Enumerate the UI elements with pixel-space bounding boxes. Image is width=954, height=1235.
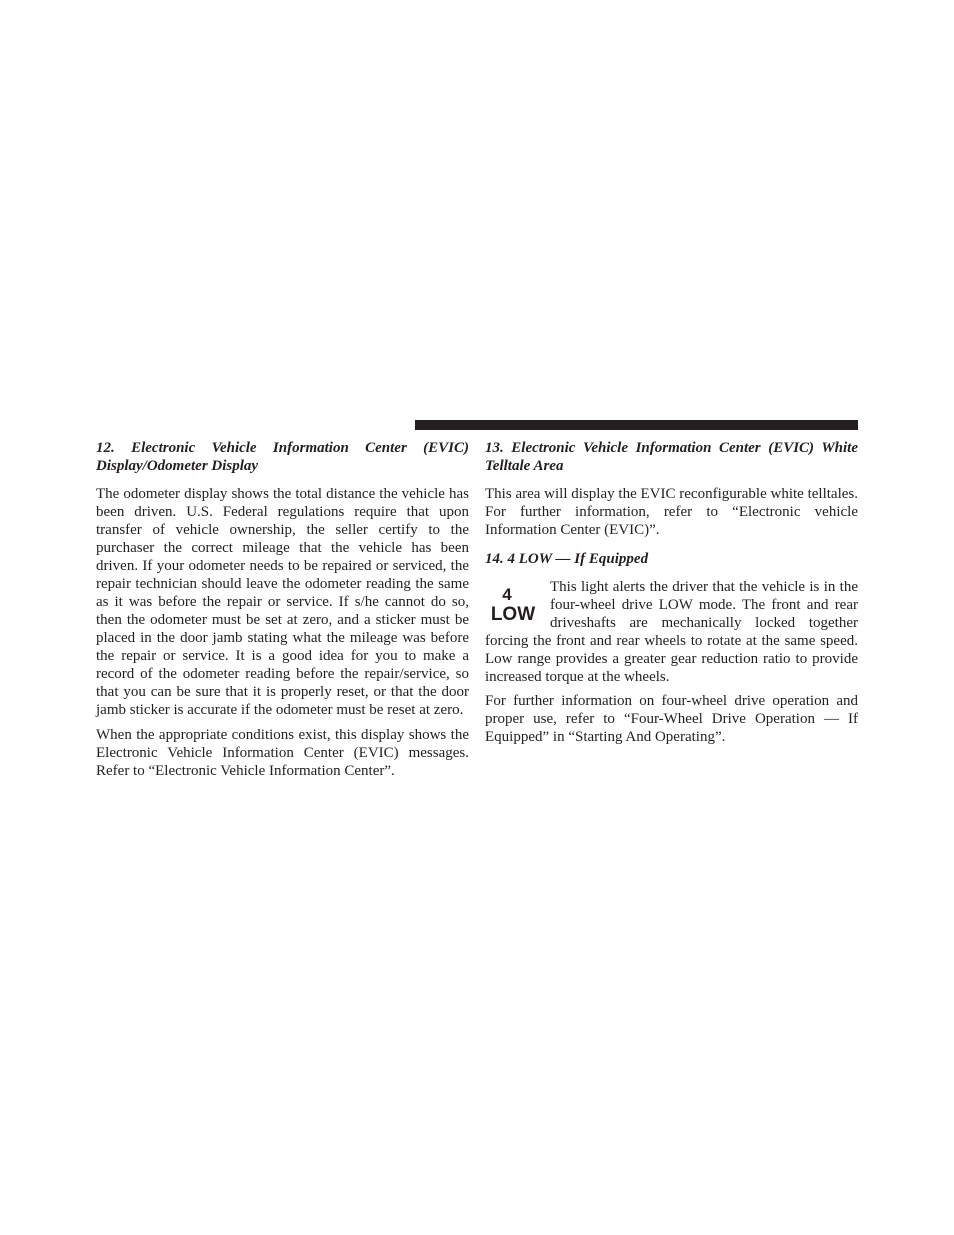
header-rule (415, 420, 858, 430)
section-13-paragraph-1: This area will display the EVIC reconfigurable white telltales. For further information, refer to “Electronic vehicle Information Center (EVIC)”. (485, 486, 858, 538)
section-12-paragraph-2: When the appropriate conditions exist, this display shows the Electronic Vehicle Information Center (EVIC) messages. Refer to “Electronic Vehicle Information Center”. (96, 727, 469, 779)
section-13-heading: 13. Electronic Vehicle Information Center (EVIC) White Telltale Area (485, 440, 858, 474)
section-14-paragraph-2: For further information on four-wheel drive operation and proper use, refer to “Four-Wheel Drive Operation — If Equipped” in “Starting And Operating”. (485, 693, 858, 745)
section-14-body (485, 578, 858, 746)
section-14-heading: 14. 4 LOW — If Equipped (485, 551, 649, 567)
section-12-paragraph-1: The odometer display shows the total distance the vehicle has been driven. U.S. Federal regulations require that upon transfer of vehicle ownership, the seller certify to the purchaser the correct mileage that the vehicle has been driven. If your odometer needs to be repaired or serviced, the repair technician should leave the odometer reading the same as it was before the repair or service. If s/he cannot do so, then the odometer must be set at zero, and a sticker must be placed in the door jamb stating what the mileage was before the repair or service. It is a good idea for you to make a record of the odometer reading before the repair/service, so that you can be sure that it is properly reset, or that the door jamb sticker is accurate if the odometer must be reset at zero. (96, 486, 469, 718)
left-column (96, 438, 469, 787)
section-12-heading: 12. Electronic Vehicle Information Center (EVIC) Display/Odometer Display (96, 440, 469, 474)
4-low-icon (485, 580, 539, 630)
4-low-icon-line1: 4 (502, 585, 512, 604)
section-14-paragraph-1: This light alerts the driver that the vehicle is in the four-wheel drive LOW mode. The front and rear driveshafts are mechanically locked together forcing the front and rear wheels to rotate at the same speed. Low range provides a greater gear reduction ratio to provide increased torque at the wheels. (485, 579, 858, 685)
4-low-icon-graphic (485, 580, 539, 630)
right-column (485, 438, 858, 753)
4-low-icon-line2: LOW (490, 604, 536, 625)
